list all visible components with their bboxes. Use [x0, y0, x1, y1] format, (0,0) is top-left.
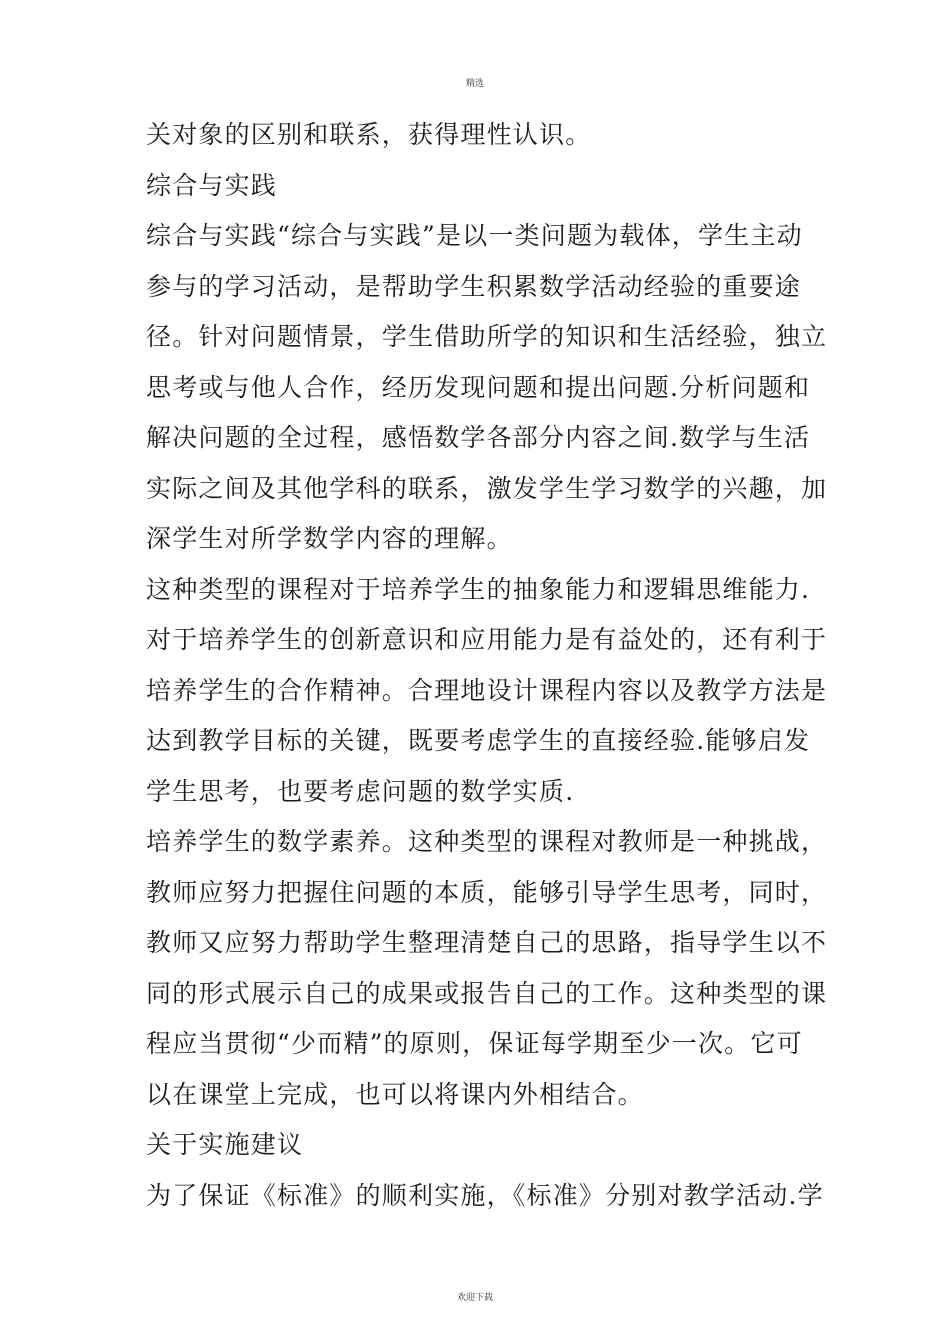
text-line: 对于培养学生的创新意识和应用能力是有益处的，还有利于: [146, 625, 828, 654]
text-line: 解决问题的全过程，感悟数学各部分内容之间.数学与生活: [146, 423, 811, 452]
page-header: 精选: [465, 79, 484, 89]
section-heading: 综合与实践: [146, 170, 278, 200]
text-line: 综合与实践“综合与实践”是以一类问题为载体，学生主动: [146, 221, 803, 250]
text-line: 实际之间及其他学科的联系，激发学生学习数学的兴趣，加: [146, 473, 828, 503]
text-line: 为了保证《标准》的顺利实施，《标准》分别对教学活动.学: [146, 1180, 824, 1210]
text-line: 教师又应努力帮助学生整理清楚自己的思路，指导学生以不: [146, 928, 828, 957]
text-line: 思考或与他人合作，经历发现问题和提出问题.分析问题和: [146, 372, 811, 402]
text-line: 达到教学目标的关键，既要考虑学生的直接经验.能够启发: [146, 726, 811, 755]
section-heading: 关于实施建议: [146, 1130, 304, 1159]
text-line: 同的形式展示自己的成果或报告自己的工作。这种类型的课: [146, 978, 828, 1008]
text-line: 培养学生的数学素养。这种类型的课程对教师是一种挑战，: [146, 827, 828, 856]
text-line: 深学生对所学数学内容的理解。: [146, 524, 513, 553]
text-line: 教师应努力把握住问题的本质，能够引导学生思考，同时，: [146, 877, 828, 907]
text-line: 径。针对问题情景，学生借助所学的知识和生活经验，独立: [146, 322, 828, 351]
text-line: 培养学生的合作精神。合理地设计课程内容以及教学方法是: [146, 675, 828, 705]
text-line: 关对象的区别和联系，获得理性认识。: [146, 120, 592, 149]
text-line: 以在课堂上完成，也可以将课内外相结合。: [146, 1079, 644, 1109]
document-body: [146, 110, 828, 1221]
text-line: 程应当贯彻“少而精”的原则，保证每学期至少一次。它可: [146, 1029, 803, 1058]
page-footer: 欢迎下载: [456, 1293, 493, 1303]
text-line: 这种类型的课程对于培养学生的抽象能力和逻辑思维能力.: [146, 574, 811, 604]
text-line: 参与的学习活动，是帮助学生积累数学活动经验的重要途: [146, 271, 802, 301]
text-line: 学生思考，也要考虑问题的数学实质.: [146, 776, 575, 806]
